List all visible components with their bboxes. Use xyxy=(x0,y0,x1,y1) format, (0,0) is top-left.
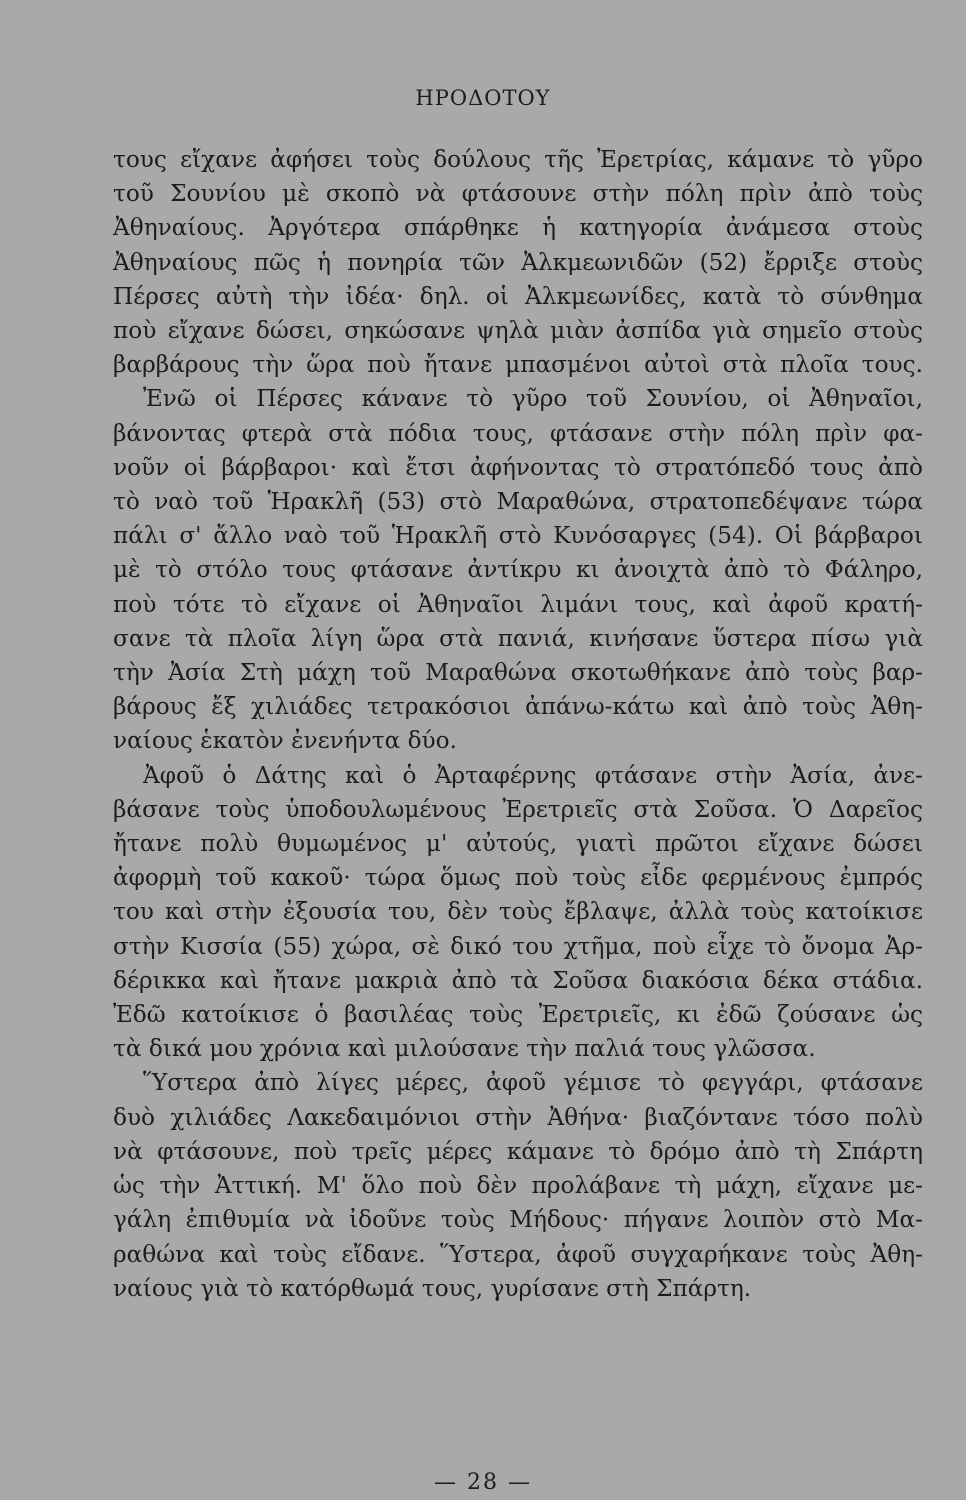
text-line: βαρβάρους τὴν ὥρα ποὺ ἤτανε μπασμένοι αὐτοὶ στὰ πλοῖα τους. xyxy=(113,351,923,379)
paragraph-2 xyxy=(113,382,923,758)
body-text xyxy=(113,143,923,1306)
text-line: τὴν Ἀσία Στὴ μάχη τοῦ Μαραθώνα σκοτωθήκανε ἀπὸ τοὺς βαρ- xyxy=(113,659,923,687)
text-line: του καὶ στὴν ἐξουσία του, δὲν τοὺς ἔβλαψε, ἀλλὰ τοὺς κατοίκισε xyxy=(113,898,923,926)
text-line: μὲ τὸ στόλο τους φτάσανε ἀντίκρυ κι ἀνοιχτὰ ἀπὸ τὸ Φάληρο, xyxy=(113,556,923,584)
text-line: Πέρσες αὐτὴ τὴν ἰδέα· δηλ. οἱ Ἀλκμεωνίδες, κατὰ τὸ σύνθημα xyxy=(113,282,923,310)
paragraph-4 xyxy=(113,1066,923,1305)
paragraph-3 xyxy=(113,759,923,1067)
text-line: στὴν Κισσία (55) χώρα, σὲ δικό του χτῆμα, ποὺ εἶχε τὸ ὄνομα Ἀρ- xyxy=(113,932,923,960)
text-line: τὰ δικά μου χρόνια καὶ μιλούσανε τὴν παλιά τους γλῶσσα. xyxy=(113,1035,816,1063)
text-line: ναίους γιὰ τὸ κατόρθωμά τους, γυρίσανε στὴ Σπάρτη. xyxy=(113,1274,752,1302)
paragraph-1 xyxy=(113,143,923,382)
text-line: ἀφορμὴ τοῦ κακοῦ· τώρα ὅμως ποὺ τοὺς εἶδε φερμένους ἐμπρός xyxy=(113,864,923,892)
text-line: τοῦ Σουνίου μὲ σκοπὸ νὰ φτάσουνε στὴν πόλη πρὶν ἀπὸ τοὺς xyxy=(113,180,923,208)
text-line: Ὕστερα ἀπὸ λίγες μέρες, ἀφοῦ γέμισε τὸ φεγγάρι, φτάσανε xyxy=(143,1069,923,1097)
text-line: νοῦν οἱ βάρβαροι· καὶ ἔτσι ἀφήνοντας τὸ στρατόπεδό τους ἀπὸ xyxy=(113,453,923,481)
text-line: δέρικκα καὶ ἤτανε μακριὰ ἀπὸ τὰ Σοῦσα διακόσια δέκα στάδια. xyxy=(113,966,923,994)
running-head: ΗΡΟΔΟΤΟΥ xyxy=(415,86,551,110)
text-line: βάρους ἔξ χιλιάδες τετρακόσιοι ἀπάνω-κάτω καὶ ἀπὸ τοὺς Ἀθη- xyxy=(113,693,923,721)
text-line: ναίους ἑκατὸν ἐνενήντα δύο. xyxy=(113,727,457,755)
text-line: τους εἴχανε ἀφήσει τοὺς δούλους τῆς Ἐρετρίας, κάμανε τὸ γῦρο xyxy=(113,146,923,173)
text-line: ὡς τὴν Ἀττική. Μ' ὅλο ποὺ δὲν προλάβανε τὴ μάχη, εἴχανε με- xyxy=(113,1172,923,1200)
text-line: βάνοντας φτερὰ στὰ πόδια τους, φτάσανε στὴν πόλη πρὶν φα- xyxy=(113,419,923,447)
text-line: ποὺ εἴχανε δώσει, σηκώσανε ψηλὰ μιὰν ἀσπίδα γιὰ σημεῖο στοὺς xyxy=(113,317,923,345)
text-line: δυὸ χιλιάδες Λακεδαιμόνιοι στὴν Ἀθήνα· βιαζόντανε τόσο πολὺ xyxy=(113,1103,923,1131)
text-line: Ἀφοῦ ὁ Δάτης καὶ ὁ Ἀρταφέρνης φτάσανε στὴν Ἀσία, ἀνε- xyxy=(143,761,923,789)
text-line: Ἐνῶ οἱ Πέρσες κάνανε τὸ γῦρο τοῦ Σουνίου, οἱ Ἀθηναῖοι, xyxy=(143,385,923,413)
text-line: Ἐδῶ κατοίκισε ὁ βασιλέας τοὺς Ἐρετριεῖς, κι ἐδῶ ζούσανε ὡς xyxy=(113,1001,923,1029)
text-line: ἤτανε πολὺ θυμωμένος μ' αὐτούς, γιατὶ πρῶτοι εἴχανε δώσει xyxy=(113,830,923,858)
text-line: γάλη ἐπιθυμία νὰ ἰδοῦνε τοὺς Μήδους· πήγανε λοιπὸν στὸ Μα- xyxy=(113,1206,923,1234)
text-line: πάλι σ' ἄλλο ναὸ τοῦ Ἡρακλῆ στὸ Κυνόσαργες (54). Οἱ βάρβαροι xyxy=(113,522,923,550)
text-line: Ἀθηναίους. Ἀργότερα σπάρθηκε ἡ κατηγορία ἀνάμεσα στοὺς xyxy=(113,214,923,242)
text-line: βάσανε τοὺς ὑποδουλωμένους Ἐρετριεῖς στὰ Σοῦσα. Ὁ Δαρεῖος xyxy=(113,795,923,823)
text-line: σανε τὰ πλοῖα λίγη ὥρα στὰ πανιά, κινήσανε ὕστερα πίσω γιὰ xyxy=(113,624,923,652)
text-line: ποὺ τότε τὸ εἴχανε οἱ Ἀθηναῖοι λιμάνι τους, καὶ ἀφοῦ κρατή- xyxy=(113,590,923,618)
text-line: ραθώνα καὶ τοὺς εἴδανε. Ὕστερα, ἀφοῦ συγχαρήκανε τοὺς Ἀθη- xyxy=(113,1240,923,1268)
page-number: — 28 — xyxy=(434,1470,532,1495)
text-line: τὸ ναὸ τοῦ Ἡρακλῆ (53) στὸ Μαραθώνα, στρατοπεδέψανε τώρα xyxy=(113,488,923,516)
text-line: νὰ φτάσουνε, ποὺ τρεῖς μέρες κάμανε τὸ δρόμο ἀπὸ τὴ Σπάρτη xyxy=(113,1137,923,1165)
text-line: Ἀθηναίους πῶς ἡ πονηρία τῶν Ἀλκμεωνιδῶν (52) ἔρριξε στοὺς xyxy=(113,248,923,276)
